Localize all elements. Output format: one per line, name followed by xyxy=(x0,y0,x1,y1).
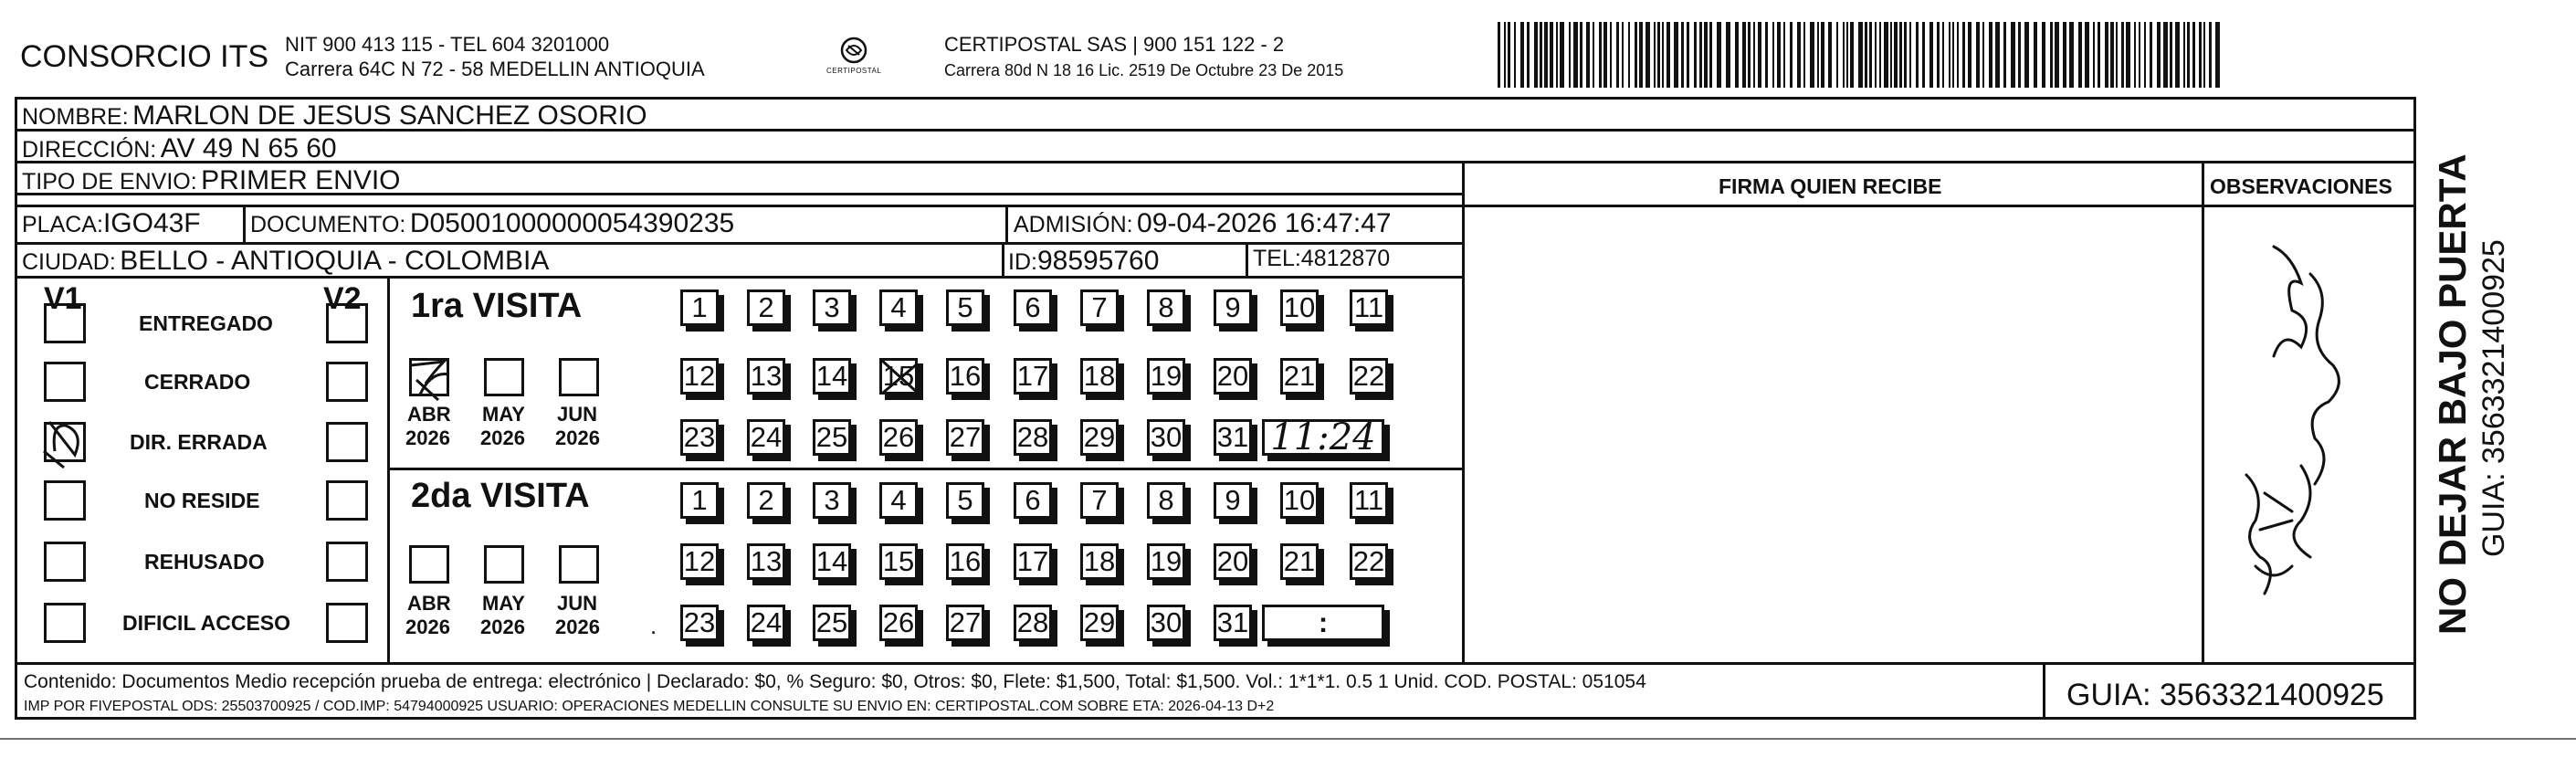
address-line: Carrera 64C N 72 - 58 MEDELLIN ANTIOQUIA xyxy=(285,58,705,80)
day-box-20[interactable]: 20 xyxy=(1214,543,1252,580)
admision-label: ADMISIÓN: xyxy=(1014,212,1133,237)
day-box-6[interactable]: 6 xyxy=(1014,482,1052,519)
footer-contenido: Contenido: Documentos Medio recepción prueba de entrega: electrónico | Declarado: $0, % Seguro: $0, Otros: $0, Flete: $1,500, Total: $1,500. Vol.: 1*1*1. 0.5 1 Unid. COD. POSTAL: 051054 xyxy=(24,671,1646,692)
day-box-26[interactable]: 26 xyxy=(879,419,918,456)
day-box-26[interactable]: 26 xyxy=(879,605,918,641)
status-label: CERRADO xyxy=(144,370,251,394)
check-mark-icon xyxy=(38,415,93,469)
nombre-label: NOMBRE: xyxy=(22,104,129,130)
v2-checkbox[interactable] xyxy=(326,362,368,402)
day-box-29[interactable]: 29 xyxy=(1080,419,1119,456)
v2-checkbox[interactable] xyxy=(326,542,368,582)
day-box-4[interactable]: 4 xyxy=(879,482,918,519)
month-label: JUN xyxy=(557,592,598,615)
status-label: ENTREGADO xyxy=(139,311,273,335)
direccion-value: AV 49 N 65 60 xyxy=(160,133,337,163)
day-box-11[interactable]: 11 xyxy=(1350,482,1388,519)
day-box-12[interactable]: 12 xyxy=(680,358,719,395)
day-box-2[interactable]: 2 xyxy=(747,482,785,519)
month-checkbox-may[interactable] xyxy=(484,545,524,584)
v2-checkbox[interactable] xyxy=(326,480,368,521)
month-label: MAY xyxy=(482,592,525,615)
month-checkbox-abr[interactable] xyxy=(409,545,449,584)
day-box-19[interactable]: 19 xyxy=(1147,358,1185,395)
day-box-15[interactable]: 15 xyxy=(879,358,918,395)
day-box-8[interactable]: 8 xyxy=(1147,482,1185,519)
cross-mark-icon xyxy=(878,356,923,398)
nombre-value: MARLON DE JESUS SANCHEZ OSORIO xyxy=(132,100,647,131)
month-checkbox-jun[interactable] xyxy=(559,545,599,584)
day-box-10[interactable]: 10 xyxy=(1280,482,1319,519)
footer-guia: GUIA: 3563321400925 xyxy=(2066,678,2384,712)
day-box-31[interactable]: 31 xyxy=(1214,419,1252,456)
first-visit-title: 1ra VISITA xyxy=(411,287,583,325)
v1-checkbox[interactable] xyxy=(44,303,86,343)
id-label: ID: xyxy=(1008,249,1037,275)
certipostal-line: CERTIPOSTAL SAS | 900 151 122 - 2 xyxy=(944,33,1285,56)
month-label: ABR xyxy=(407,403,451,426)
year-label: 2026 xyxy=(555,426,600,449)
status-label: DIFICIL ACCESO xyxy=(122,611,291,635)
day-box-28[interactable]: 28 xyxy=(1014,605,1052,641)
day-box-22[interactable]: 22 xyxy=(1350,543,1388,580)
day-box-23[interactable]: 23 xyxy=(680,419,719,456)
day-box-20[interactable]: 20 xyxy=(1214,358,1252,395)
day-box-30[interactable]: 30 xyxy=(1147,605,1185,641)
v2-label: V2 xyxy=(323,281,362,316)
check-mark-icon xyxy=(407,353,458,404)
tipo-label: TIPO DE ENVIO: xyxy=(22,169,197,195)
certipostal-logo xyxy=(826,35,881,80)
day-box-16[interactable]: 16 xyxy=(946,543,984,580)
year-label: 2026 xyxy=(480,426,525,449)
day-box-30[interactable]: 30 xyxy=(1147,419,1185,456)
day-box-24[interactable]: 24 xyxy=(747,419,785,456)
day-box-16[interactable]: 16 xyxy=(946,358,984,395)
day-box-3[interactable]: 3 xyxy=(813,482,851,519)
day-box-14[interactable]: 14 xyxy=(813,543,851,580)
day-box-21[interactable]: 21 xyxy=(1280,543,1319,580)
logo-text: CERTIPOSTAL xyxy=(826,67,882,75)
day-box-3[interactable]: 3 xyxy=(813,290,851,326)
handwritten-signature xyxy=(2219,219,2374,648)
day-box-19[interactable]: 19 xyxy=(1147,543,1185,580)
day-box-2[interactable]: 2 xyxy=(747,290,785,326)
documento-value: D05001000000054390235 xyxy=(409,208,735,238)
tel-label: TEL: xyxy=(1253,246,1301,271)
barcode xyxy=(1498,22,2228,88)
firma-header: FIRMA QUIEN RECIBE xyxy=(1719,174,1942,198)
month-checkbox-may[interactable] xyxy=(484,358,524,396)
day-box-7[interactable]: 7 xyxy=(1080,482,1119,519)
day-box-7[interactable]: 7 xyxy=(1080,290,1119,326)
dot-mark: . xyxy=(650,612,657,639)
v1-checkbox[interactable] xyxy=(44,603,86,643)
day-box-15[interactable]: 15 xyxy=(879,543,918,580)
day-box-27[interactable]: 27 xyxy=(946,419,984,456)
day-box-12[interactable]: 12 xyxy=(680,543,719,580)
day-box-14[interactable]: 14 xyxy=(813,358,851,395)
day-box-18[interactable]: 18 xyxy=(1080,358,1119,395)
footer-imp: IMP POR FIVEPOSTAL ODS: 25503700925 / COD.IMP: 54794000925 USUARIO: OPERACIONES MEDELLIN CONSULTE SU ENVIO EN: CERTIPOSTAL.COM SOBRE ETA: 2026-04-13 D+2 xyxy=(24,699,1275,714)
placa-value: IGO43F xyxy=(102,208,201,238)
day-box-8[interactable]: 8 xyxy=(1147,290,1185,326)
v2-checkbox[interactable] xyxy=(326,422,368,462)
day-box-9[interactable]: 9 xyxy=(1214,290,1252,326)
day-box-18[interactable]: 18 xyxy=(1080,543,1119,580)
day-box-13[interactable]: 13 xyxy=(747,543,785,580)
day-box-23[interactable]: 23 xyxy=(680,605,719,641)
day-box-1[interactable]: 1 xyxy=(680,290,719,326)
year-label: 2026 xyxy=(405,616,450,638)
day-box-5[interactable]: 5 xyxy=(946,482,984,519)
month-checkbox-jun[interactable] xyxy=(559,358,599,396)
status-label: REHUSADO xyxy=(144,550,265,574)
day-box-11[interactable]: 11 xyxy=(1350,290,1388,326)
documento-label: DOCUMENTO: xyxy=(250,212,406,237)
second-visit-time[interactable]: : xyxy=(1262,605,1384,641)
day-box-31[interactable]: 31 xyxy=(1214,605,1252,641)
tel-value: 4812870 xyxy=(1300,246,1391,271)
admision-value: 09-04-2026 16:47:47 xyxy=(1137,208,1392,238)
day-box-27[interactable]: 27 xyxy=(946,605,984,641)
license-line: Carrera 80d N 18 16 Lic. 2519 De Octubre 23 De 2015 xyxy=(944,61,1344,79)
day-box-9[interactable]: 9 xyxy=(1214,482,1252,519)
status-label: DIR. ERRADA xyxy=(130,430,268,454)
v1-checkbox[interactable] xyxy=(44,542,86,582)
v1-checkbox[interactable] xyxy=(44,362,86,402)
v2-checkbox[interactable] xyxy=(326,603,368,643)
year-label: 2026 xyxy=(405,426,450,449)
year-label: 2026 xyxy=(555,616,600,638)
day-box-28[interactable]: 28 xyxy=(1014,419,1052,456)
day-box-21[interactable]: 21 xyxy=(1280,358,1319,395)
second-visit-title: 2da VISITA xyxy=(411,477,590,515)
day-box-25[interactable]: 25 xyxy=(813,419,851,456)
day-box-17[interactable]: 17 xyxy=(1014,543,1052,580)
month-label: JUN xyxy=(557,403,598,426)
day-box-1[interactable]: 1 xyxy=(680,482,719,519)
day-box-22[interactable]: 22 xyxy=(1350,358,1388,395)
first-visit-time[interactable]: 11:24 xyxy=(1262,419,1384,456)
placa-label: PLACA: xyxy=(22,212,103,237)
company-name: CONSORCIO ITS xyxy=(20,39,269,74)
day-box-13[interactable]: 13 xyxy=(747,358,785,395)
observaciones-header: OBSERVACIONES xyxy=(2210,174,2392,198)
day-box-4[interactable]: 4 xyxy=(879,290,918,326)
tipo-value: PRIMER ENVIO xyxy=(201,165,401,195)
direccion-label: DIRECCIÓN: xyxy=(22,137,157,163)
id-value: 98595760 xyxy=(1036,246,1160,276)
day-box-17[interactable]: 17 xyxy=(1014,358,1052,395)
side-guia: GUIA: 3563321400925 xyxy=(2476,239,2511,557)
day-box-24[interactable]: 24 xyxy=(747,605,785,641)
status-label: NO RESIDE xyxy=(144,489,260,512)
ciudad-label: CIUDAD: xyxy=(22,249,116,275)
nit-line: NIT 900 413 115 - TEL 604 3201000 xyxy=(285,33,610,56)
year-label: 2026 xyxy=(480,616,525,638)
month-label: MAY xyxy=(482,403,525,426)
v2-checkbox[interactable] xyxy=(326,303,368,343)
side-warning: NO DEJAR BAJO PUERTA xyxy=(2431,153,2474,635)
day-box-6[interactable]: 6 xyxy=(1014,290,1052,326)
day-box-29[interactable]: 29 xyxy=(1080,605,1119,641)
day-box-5[interactable]: 5 xyxy=(946,290,984,326)
day-box-25[interactable]: 25 xyxy=(813,605,851,641)
ciudad-value: BELLO - ANTIOQUIA - COLOMBIA xyxy=(120,246,550,276)
day-box-10[interactable]: 10 xyxy=(1280,290,1319,326)
month-label: ABR xyxy=(407,592,451,615)
v1-checkbox[interactable] xyxy=(44,480,86,521)
v1-label: V1 xyxy=(44,281,82,316)
